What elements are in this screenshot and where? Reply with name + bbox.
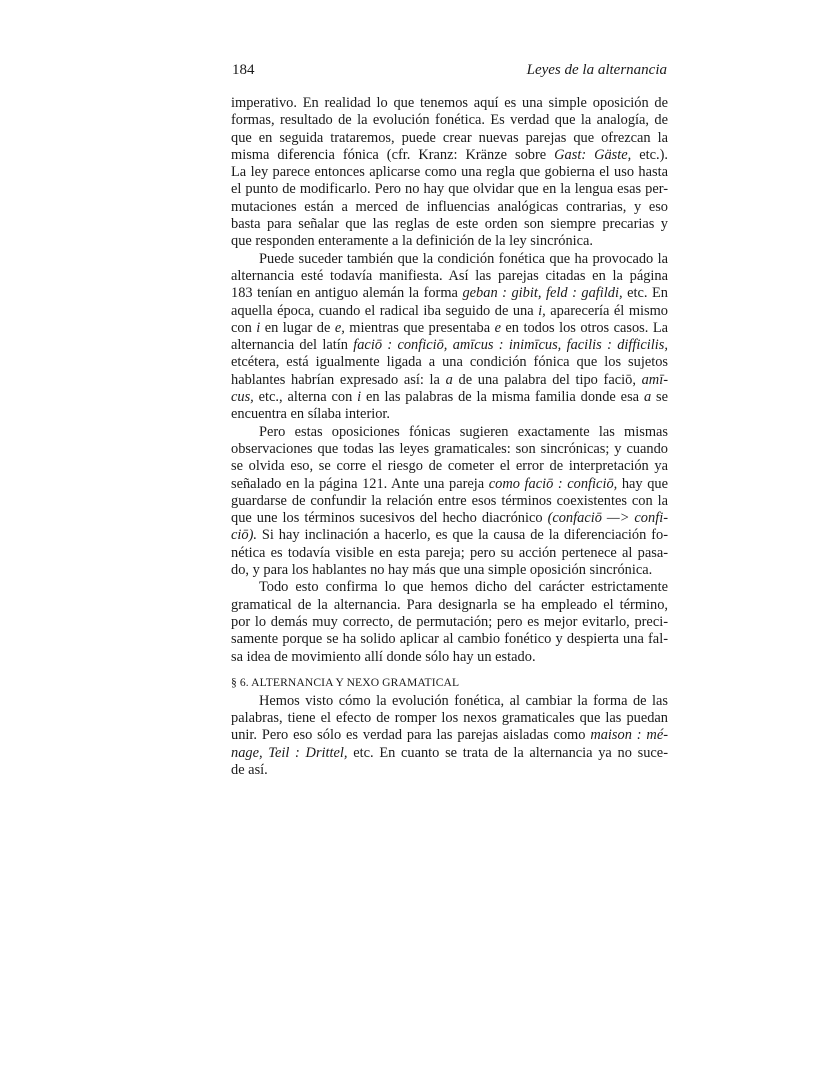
text-line: 183 tenían en antiguo alemán la forma geban : gibit, feld : gafildi, etc. En: [231, 285, 668, 302]
page-number: 184: [232, 62, 255, 78]
text-line: señalado en la página 121. Ante una pareja como faciō : conficiō, hay que: [231, 475, 668, 492]
section-heading: § 6. ALTERNANCIA Y NEXO GRAMATICAL: [231, 675, 460, 689]
text-line: encuentra en sílaba interior.: [231, 406, 391, 423]
text-line: observaciones que todas las leyes gramaticales: son sincrónicas; y cuando: [231, 440, 668, 457]
text-line: misma diferencia fónica (cfr. Kranz: Kränze sobre Gast: Gäste, etc.).: [231, 146, 669, 163]
text-line: etcétera, está igualmente ligada a una condición fónica que los sujetos: [231, 354, 668, 371]
paragraph: [231, 693, 668, 779]
running-title: Leyes de la alternancia: [526, 62, 667, 78]
text-line: alternancia del latín faciō : conficiō, amīcus : inimīcus, facilis : difficilis,: [231, 337, 668, 354]
text-line: que responden enteramente a la definición de la ley sincrónica.: [231, 233, 594, 250]
text-line: sa idea de movimiento allí donde sólo hay un estado.: [231, 648, 536, 665]
paragraph: [231, 95, 668, 251]
text-line: el punto de modificarlo. Pero no hay que olvidar que en la lengua esas per-: [231, 181, 668, 198]
text-line: formas, resultado de la evolución fonética. Es verdad que la analogía, de: [231, 112, 668, 129]
text-line: Todo esto confirma lo que hemos dicho del carácter estrictamente: [259, 579, 668, 596]
text-line: ciō). Si hay inclinación a hacerlo, es que la causa de la diferenciación fo-: [231, 527, 668, 544]
text-line: cus, etc., alterna con i en las palabras de la misma familia donde esa a se: [231, 389, 668, 406]
text-line: imperativo. En realidad lo que tenemos aquí es una simple oposición de: [231, 95, 668, 111]
text-line: se olvida eso, se corre el riesgo de cometer el error de interpretación ya: [231, 458, 668, 475]
paragraph: [231, 424, 668, 580]
text-line: nética es todavía visible en esta pareja; pero su acción pertenece al pasa-: [231, 544, 668, 561]
section-gap: [231, 666, 668, 673]
text-line: gramatical de la alternancia. Para designarla se ha empleado el término,: [231, 596, 668, 613]
text-line: Pero estas oposiciones fónicas sugieren exactamente las mismas: [259, 423, 668, 440]
text-line: con i en lugar de e, mientras que presentaba e en todos los otros casos. La: [231, 319, 669, 336]
body-text: [231, 95, 668, 779]
text-line: hablantes habrían expresado así: la a de una palabra del tipo faciō, amī-: [231, 371, 668, 388]
paragraph: [231, 251, 668, 424]
text-line: que en seguida trataremos, puede crear nuevas parejas que ofrezcan la: [231, 129, 668, 146]
text-line: samente porque se ha solido aplicar al cambio fonético y despierta una fal-: [231, 631, 668, 648]
text-line: La ley parece entonces aplicarse como una regla que gobierna el uso hasta: [231, 164, 668, 181]
text-line: basta para señalar que las reglas de este orden son siempre precarias y: [231, 216, 668, 233]
text-line: Puede suceder también que la condición fonética que ha provocado la: [259, 250, 668, 267]
text-line: alternancia esté todavía manifiesta. Así las parejas citadas en la página: [231, 267, 668, 284]
text-line: que une los términos sucesivos del hecho diacrónico (confaciō —> confi-: [231, 510, 668, 527]
text-line: mutaciones están a merced de influencias analógicas contrarias, y eso: [231, 198, 668, 215]
text-line: guardarse de confundir la relación entre esos términos coexistentes con la: [231, 492, 668, 509]
text-line: por lo demás muy correcto, de permutación; pero es mejor evitarlo, preci-: [231, 613, 668, 630]
text-line: Hemos visto cómo la evolución fonética, al cambiar la forma de las: [259, 692, 668, 709]
text-line: unir. Pero eso sólo es verdad para las parejas aisladas como maison : mé-: [231, 727, 668, 744]
text-line: nage, Teil : Drittel, etc. En cuanto se trata de la alternancia ya no suce-: [231, 744, 668, 761]
text-line: do, y para los hablantes no hay más que una simple oposición sincrónica.: [231, 562, 653, 579]
text-line: palabras, tiene el efecto de romper los nexos gramaticales que las puedan: [231, 710, 668, 727]
text-line: aquella época, cuando el radical iba seguido de una i, aparecería él mismo: [231, 302, 669, 319]
paragraph: [231, 579, 668, 665]
text-line: de así.: [231, 761, 268, 778]
